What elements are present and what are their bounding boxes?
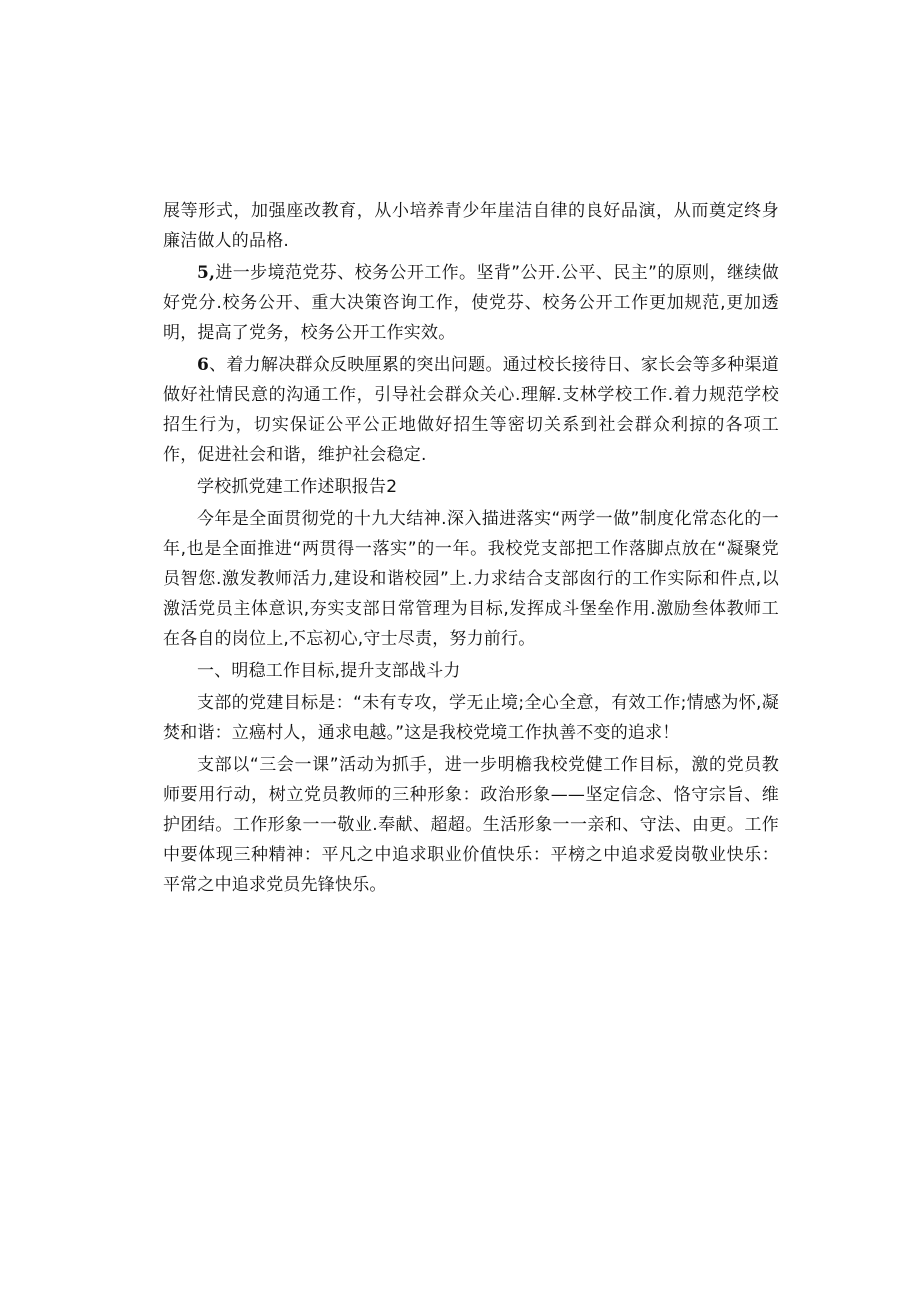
paragraph-text: 支部以“三会一课”活动为抓手，进一步明檐我校党健工作目标，激的党员教师要用行动，树立党员教师的三种形象：政治形象——坚定信念、恪守宗旨、维护团结。工作形象一一敬业.奉献、超超。生活形象一一亲和、守法、由更。工作中要体现三种精神：平凡之中追求职业价值快乐：平榜之中追求爱岗敬业快乐：平常之中追求党员先锋快乐。 xyxy=(163,755,779,895)
paragraph-text: 一、明稳工作目标,提升支部战斗力 xyxy=(197,661,461,681)
section-heading xyxy=(163,656,779,686)
paragraph-5 xyxy=(163,688,779,748)
paragraph-2 xyxy=(163,258,779,348)
paragraph-text: 支部的党建目标是：“未有专攻，学无止境;全心全意，有效工作;情感为怀,凝焚和谐：立癌村人，通求电越。”这是我校党境工作执善不变的追求！ xyxy=(163,693,779,743)
paragraph-text: 学校抓党建工作述职报告2 xyxy=(197,477,398,497)
item-number: 6 xyxy=(197,355,210,375)
paragraph-6 xyxy=(163,750,779,900)
paragraph-text: 今年是全面贯彻党的十九大结神.深入描进落实“两学一做”制度化常态化的一年,也是全面推进“两贯得一落实”的一年。我校党支部把工作落脚点放在“凝聚党员智您.激发教师活力,建设和谐校园”上.力求结合支部囱行的工作实际和件点,以激活党员主体意识,夯实支部日常管理为目标,发挥成斗堡垒作用.激励叁体教师工在各自的岗位上,不忘初心,守士尽责，努力前行。 xyxy=(163,509,779,649)
report-title xyxy=(163,472,779,502)
document-body xyxy=(163,196,779,902)
paragraph-text: 进一步境范党芬、校务公开工作。坚背”公开.公平、民主”的原则，继续做好党分.校务公开、重大决策咨询工作，使党芬、校务公开工作更加规范,更加透明，提高了党务，校务公开工作实效。 xyxy=(163,263,779,343)
paragraph-1 xyxy=(163,196,779,256)
item-number: 5, xyxy=(197,263,216,283)
paragraph-4 xyxy=(163,504,779,654)
paragraph-text: 展等形式，加强座改教育，从小培养青少年崖洁自律的良好品演，从而奠定终身廉洁做人的品格. xyxy=(163,201,779,251)
paragraph-3 xyxy=(163,350,779,470)
paragraph-text: 、着力解决群众反映厘累的突出问题。通过校长接待日、家长会等多种渠道做好社情民意的沟通工作，引导社会群众关心.理解.支林学校工作.着力规范学校招生行为，切实保证公平公正地做好招生等密切关系到社会群众利掠的各项工作，促进社会和谐，维护社会稳定. xyxy=(163,355,779,465)
